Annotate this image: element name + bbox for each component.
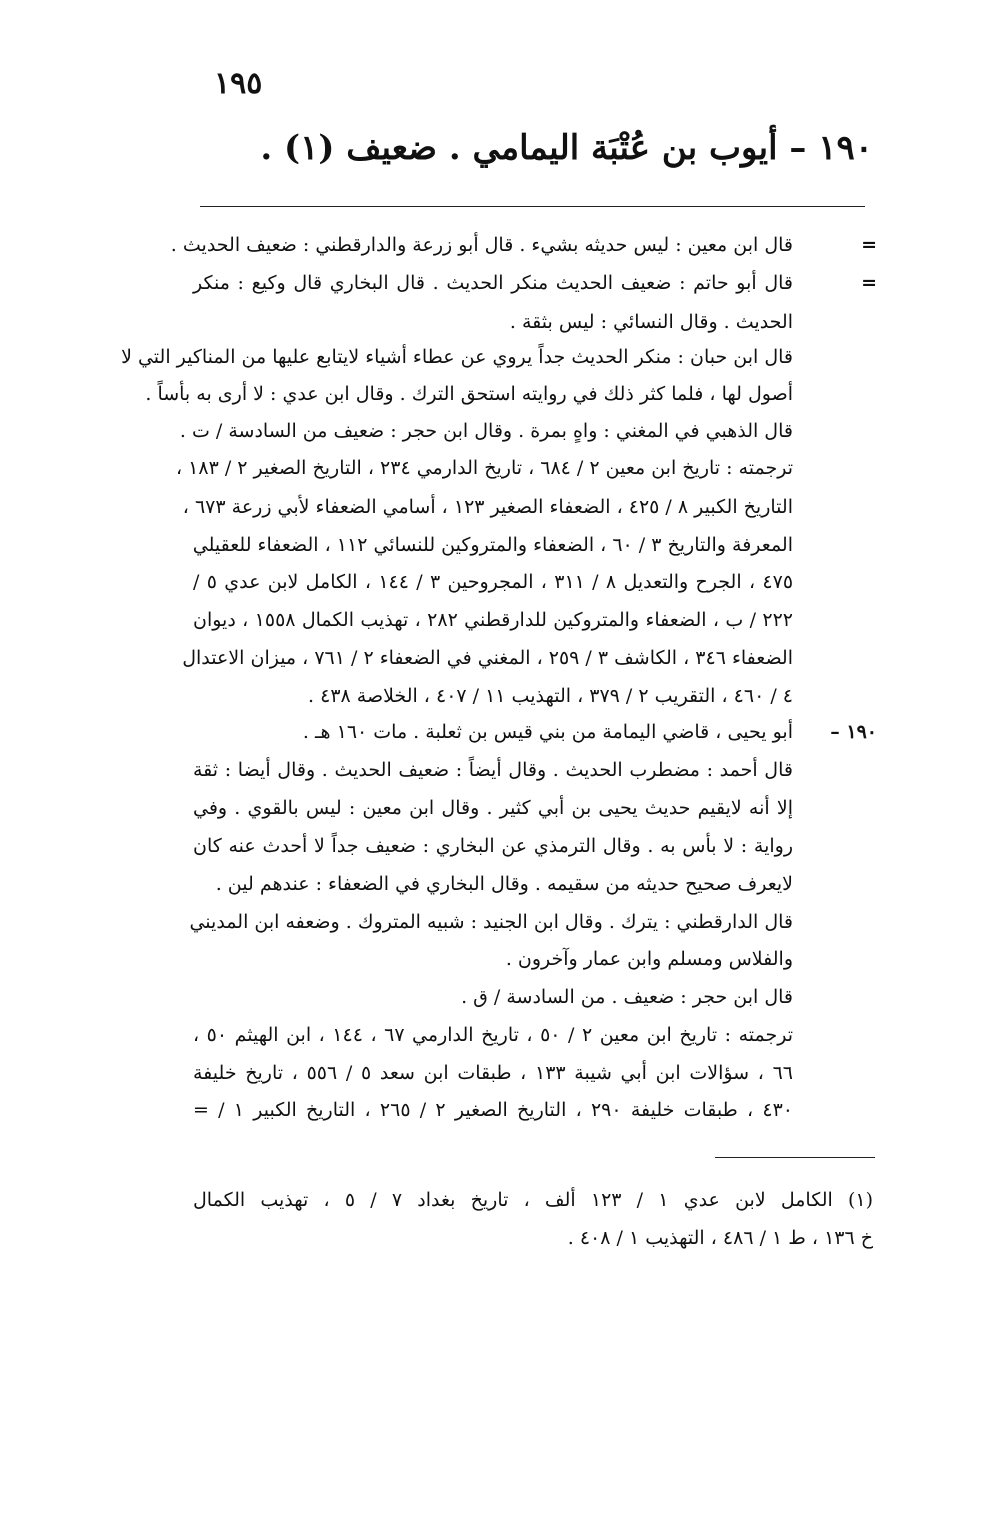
heading-divider bbox=[200, 206, 865, 207]
footnote-line: خ ١٣٦ ، ط ١ / ٤٨٦ ، التهذيب ١ / ٤٠٨ . bbox=[567, 1227, 873, 1249]
footnote-line: (١) الكامل لابن عدي ١ / ١٢٣ ألف ، تاريخ بغداد ٧ / ٥ ، تهذيب الكمال bbox=[193, 1189, 874, 1211]
body-line: إلا أنه لايقيم حديث يحيى بن أبي كثير . وقال ابن معين : ليس بالقوي . وفي bbox=[193, 797, 793, 819]
body-line: ٢٢٢ / ب ، الضعفاء والمتروكين للدارقطني ٢٨٢ ، تهذيب الكمال ١٥٥٨ ، ديوان bbox=[193, 609, 793, 631]
body-line: الحديث . وقال النسائي : ليس بثقة . bbox=[509, 311, 793, 333]
entry-heading: ١٩٠ – أيوب بن عُتْبَة اليمامي . ضعيف (١) . bbox=[260, 128, 873, 168]
body-line: والفلاس ومسلم وابن عمار وآخرون . bbox=[505, 948, 793, 970]
body-line: لايعرف صحيح حديثه من سقيمه . وقال البخاري في الضعفاء : عندهم لين . bbox=[215, 873, 793, 895]
body-line: قال أبو حاتم : ضعيف الحديث منكر الحديث . قال البخاري قال وكيع : منكر bbox=[193, 272, 793, 294]
entry-number-marker: ١٩٠ – bbox=[830, 721, 877, 743]
body-line: أصول لها ، فلما كثر ذلك في روايته استحق الترك . وقال ابن عدي : لا أرى به بأساً . bbox=[145, 383, 793, 405]
body-line: قال أحمد : مضطرب الحديث . وقال أيضاً : ضعيف الحديث . وقال أيضا : ثقة bbox=[193, 759, 793, 781]
body-line: قال ابن معين : ليس حديثه بشيء . قال أبو زرعة والدارقطني : ضعيف الحديث . bbox=[170, 234, 793, 256]
body-line: أبو يحيى ، قاضي اليمامة من بني قيس بن ثعلبة . مات ١٦٠ هـ . bbox=[302, 721, 793, 743]
body-line: ٤ / ٤٦٠ ، التقريب ٢ / ٣٧٩ ، التهذيب ١١ / ٤٠٧ ، الخلاصة ٤٣٨ . bbox=[308, 685, 793, 707]
continuation-marker: = bbox=[861, 234, 877, 256]
footnote-divider bbox=[715, 1157, 875, 1158]
body-line: قال الدارقطني : يترك . وقال ابن الجنيد : شبيه المتروك . وضعفه ابن المديني bbox=[189, 911, 793, 933]
body-line: ٤٣٠ ، طبقات خليفة ٢٩٠ ، التاريخ الصغير ٢ / ٢٦٥ ، التاريخ الكبير ١ / = bbox=[193, 1099, 793, 1121]
body-line: قال الذهبي في المغني : واهٍ بمرة . وقال ابن حجر : ضعيف من السادسة / ت . bbox=[179, 420, 793, 442]
body-line: ترجمته : تاريخ ابن معين ٢ / ٦٨٤ ، تاريخ الدارمي ٢٣٤ ، التاريخ الصغير ٢ / ١٨٣ ، bbox=[175, 457, 793, 479]
body-line: الضعفاء ٣٤٦ ، الكاشف ٣ / ٢٥٩ ، المغني في الضعفاء ٢ / ٧٦١ ، ميزان الاعتدال bbox=[182, 647, 793, 669]
body-line: قال ابن حجر : ضعيف . من السادسة / ق . bbox=[461, 986, 793, 1008]
body-line: قال ابن حبان : منكر الحديث جداً يروي عن عطاء أشياء لايتابع عليها من المناكير التي لا bbox=[121, 346, 793, 368]
continuation-marker: = bbox=[861, 272, 877, 294]
body-line: ٦٦ ، سؤالات ابن أبي شيبة ١٣٣ ، طبقات ابن سعد ٥ / ٥٥٦ ، تاريخ خليفة bbox=[193, 1062, 794, 1084]
page-number: ١٩٥ bbox=[214, 66, 263, 101]
body-line: التاريخ الكبير ٨ / ٤٢٥ ، الضعفاء الصغير ١٢٣ ، أسامي الضعفاء لأبي زرعة ٦٧٣ ، bbox=[182, 496, 793, 518]
body-line: المعرفة والتاريخ ٣ / ٦٠ ، الضعفاء والمتروكين للنسائي ١١٢ ، الضعفاء للعقيلي bbox=[192, 534, 793, 556]
body-line: ترجمته : تاريخ ابن معين ٢ / ٥٠ ، تاريخ الدارمي ٦٧ ، ١٤٤ ، ابن الهيثم ٥٠ ، bbox=[193, 1024, 793, 1046]
body-line: رواية : لا بأس به . وقال الترمذي عن البخاري : ضعيف جداً لا أحدث عنه كان bbox=[193, 835, 793, 857]
body-line: ٤٧٥ ، الجرح والتعديل ٨ / ٣١١ ، المجروحين ٣ / ١٤٤ ، الكامل لابن عدي ٥ / bbox=[193, 571, 794, 593]
